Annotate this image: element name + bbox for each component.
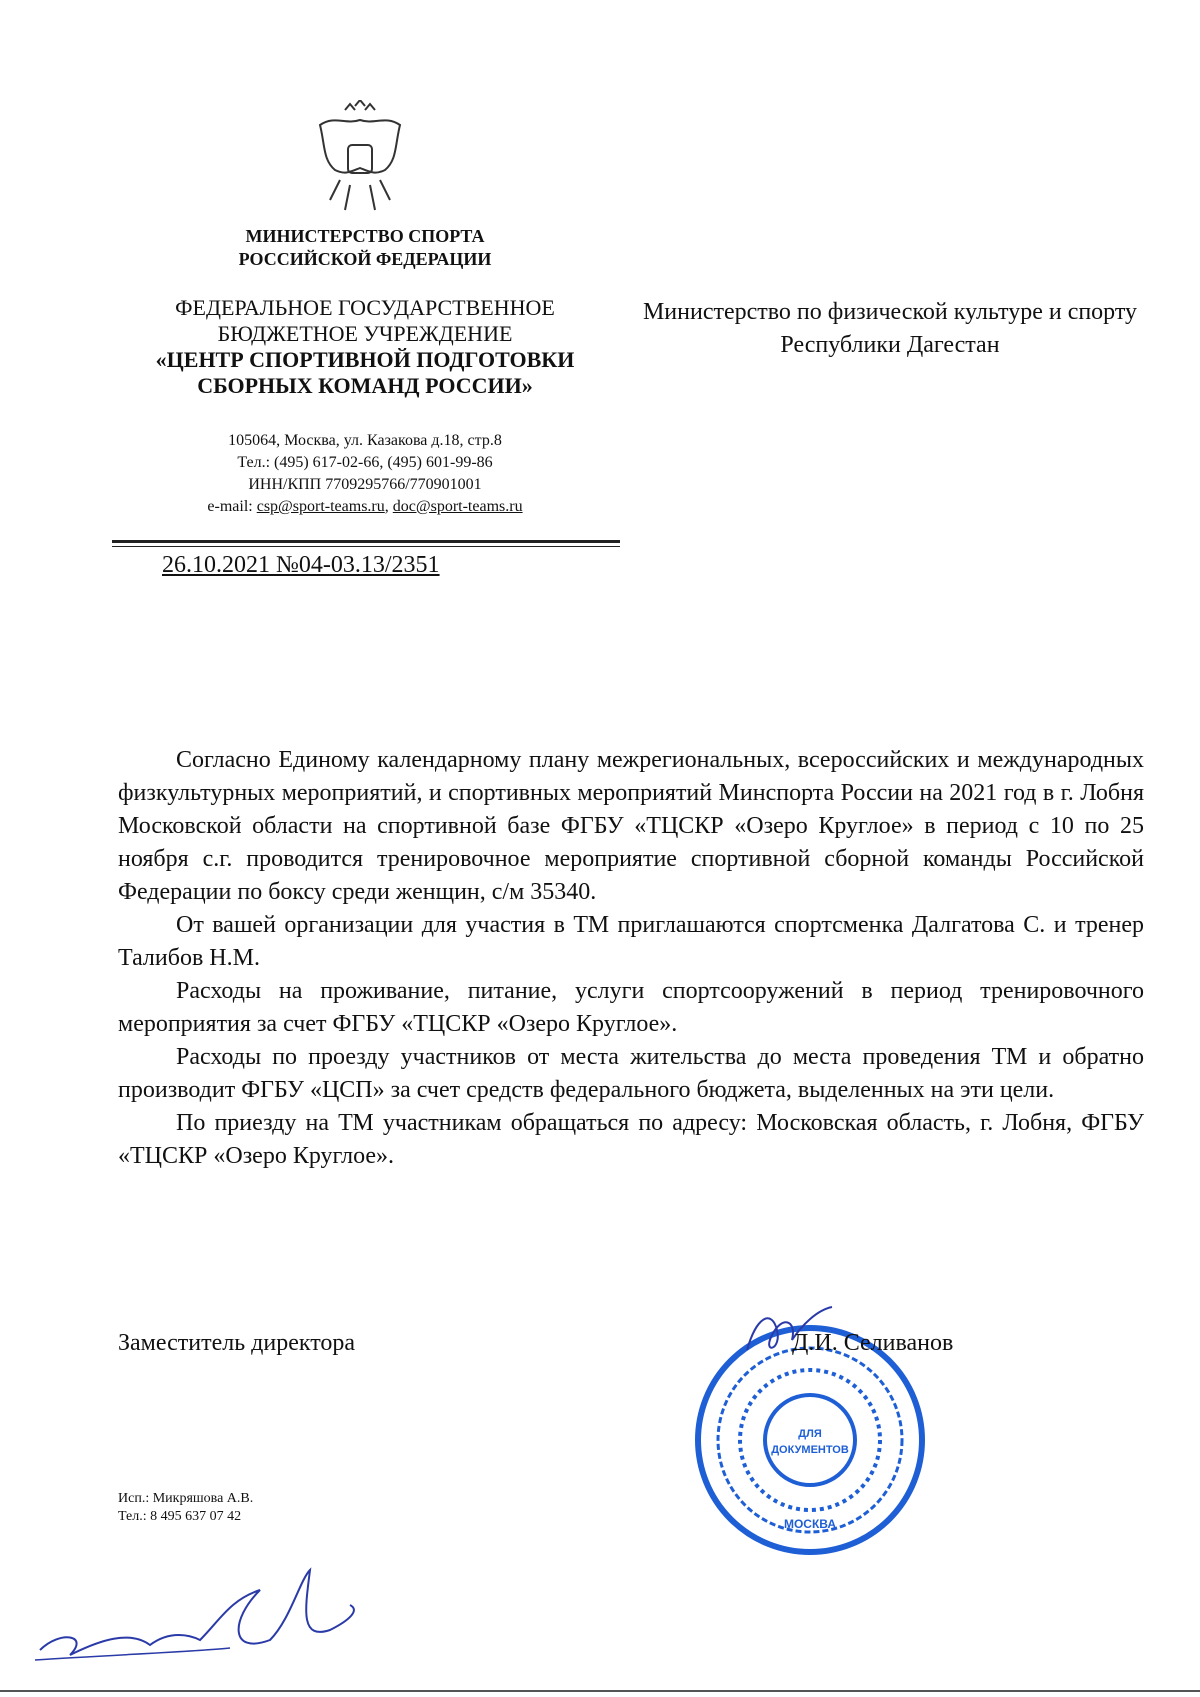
paragraph: Расходы по проезду участников от места жительства до места проведения ТМ и обратно производит ФГБУ «ЦСП» за счет средств федерального бюджета, выделенных на эти цели. <box>118 1044 1144 1103</box>
svg-text:МОСКВА: МОСКВА <box>783 1517 837 1531</box>
email-link-doc[interactable]: doc@sport-teams.ru <box>392 498 523 515</box>
paragraph: По приезду на ТМ участникам обращаться по адресу: Московская область, г. Лобня, ФГБУ «ТЦСКР «Озеро Круглое». <box>118 1110 1144 1169</box>
phones: Тел.: (495) 617-02-66, (495) 601-99-86 <box>237 454 493 471</box>
header-divider <box>112 540 620 543</box>
signatory-name: Д.И. Селиванов <box>792 1330 954 1356</box>
paragraph: Согласно Единому календарному плану межрегиональных, всероссийских и международных физкультурных мероприятий, и спортивных мероприятий Минспорта России на 2021 год в г. Лобня Московской области на спортивной базе ФГБУ «ТЦСКР «Озеро Круглое» в период с 10 по 25 ноября с.г. проводится тренировочное мероприятие спортивной сборной команды Российской Федерации по боксу среди женщин, с/м 35340. <box>118 747 1144 905</box>
signatory-position: Заместитель директора <box>118 1330 356 1356</box>
org-name-line-1: «ЦЕНТР СПОРТИВНОЙ ПОДГОТОВКИ <box>155 347 575 372</box>
org-name-line-2: СБОРНЫХ КОМАНД РОССИИ» <box>197 373 533 398</box>
contact-block <box>110 430 620 518</box>
paragraph: От вашей организации для участия в ТМ приглашаются спортсменка Далгатова С. и тренер Талибов Н.М. <box>118 912 1144 971</box>
ministry-line-2: РОССИЙСКОЙ ФЕДЕРАЦИИ <box>238 249 492 269</box>
document-number: 26.10.2021 №04-03.13/2351 <box>162 552 440 578</box>
ministry-line-1: МИНИСТЕРСТВО СПОРТА <box>245 226 485 246</box>
org-line-1: ФЕДЕРАЛЬНОЕ ГОСУДАРСТВЕННОЕ <box>175 295 555 320</box>
paragraph: Расходы на проживание, питание, услуги спортсооружений в период тренировочного мероприятия за счет ФГБУ «ТЦСКР «Озеро Круглое». <box>118 978 1144 1037</box>
executor-block <box>118 1490 253 1526</box>
email-label: e-mail: <box>207 498 257 515</box>
svg-text:ДЛЯ: ДЛЯ <box>798 1428 822 1440</box>
svg-text:ДОКУМЕНТОВ: ДОКУМЕНТОВ <box>771 1444 849 1456</box>
inn-kpp: ИНН/КПП 7709295766/770901001 <box>248 476 482 493</box>
ministry-name <box>110 225 620 271</box>
org-line-2: БЮДЖЕТНОЕ УЧРЕЖДЕНИЕ <box>217 321 513 346</box>
executor-name: Исп.: Микряшова А.В. <box>118 1491 254 1506</box>
executor-phone: Тел.: 8 495 637 07 42 <box>118 1509 242 1524</box>
addressee: Министерство по физической культуре и спорту Республики Дагестан <box>642 299 1138 358</box>
email-line <box>110 496 620 518</box>
email-separator: , <box>384 498 393 515</box>
address: 105064, Москва, ул. Казакова д.18, стр.8 <box>228 432 502 449</box>
organization-name <box>110 295 620 399</box>
letter-body <box>118 744 1144 1173</box>
page-bottom-edge <box>0 1690 1200 1692</box>
coat-of-arms-emblem <box>305 100 415 220</box>
header-divider-thin <box>112 546 620 547</box>
email-link-csp[interactable]: csp@sport-teams.ru <box>256 498 385 515</box>
handwritten-initials <box>30 1560 370 1670</box>
